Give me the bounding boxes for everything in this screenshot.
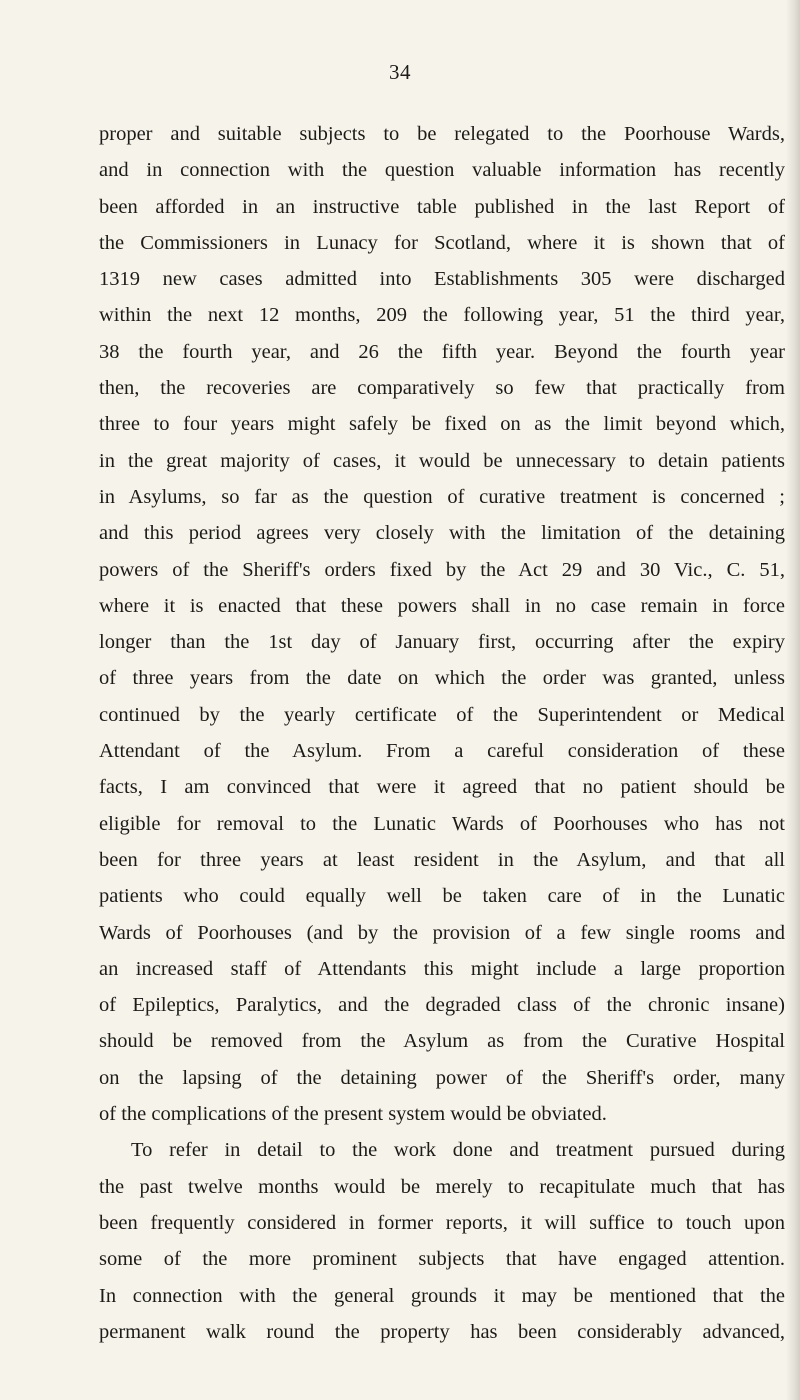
text-line: continued by the yearly certificate of the Superintendent or Medical xyxy=(99,703,785,726)
text-line: permanent walk round the property has been considerably advanced, xyxy=(99,1320,785,1343)
text-line: in the great majority of cases, it would be unnecessary to detain patients xyxy=(99,449,785,472)
text-line: been for three years at least resident in the Asylum, and that all xyxy=(99,848,785,871)
text-line: In connection with the general grounds it may be mentioned that the xyxy=(99,1284,785,1307)
text-line: the past twelve months would be merely to recapitulate much that has xyxy=(99,1175,785,1198)
page-number: 34 xyxy=(389,60,411,84)
text-line: then, the recoveries are comparatively so few that practically from xyxy=(99,377,785,400)
text-line: longer than the 1st day of January first, occurring after the expiry xyxy=(99,631,785,654)
text-line: on the lapsing of the detaining power of the Sheriff's order, many xyxy=(99,1066,785,1089)
text-line: within the next 12 months, 209 the following year, 51 the third year, xyxy=(99,304,785,327)
text-line: of the complications of the present system would be obviated. xyxy=(99,1103,607,1126)
text-line: been afforded in an instructive table published in the last Report of xyxy=(99,195,785,218)
text-line: of Epileptics, Paralytics, and the degraded class of the chronic insane) xyxy=(99,994,785,1017)
page-edge-shadow xyxy=(786,0,800,1400)
text-line: been frequently considered in former reports, it will suffice to touch upon xyxy=(99,1211,785,1234)
text-line: Attendant of the Asylum. From a careful consideration of these xyxy=(99,740,785,763)
text-line: facts, I am convinced that were it agreed that no patient should be xyxy=(99,776,785,799)
text-line: patients who could equally well be taken care of in the Lunatic xyxy=(99,885,785,908)
text-line: To refer in detail to the work done and treatment pursued during xyxy=(131,1139,785,1162)
text-line: and this period agrees very closely with the limitation of the detaining xyxy=(99,522,785,545)
text-line: should be removed from the Asylum as from the Curative Hospital xyxy=(99,1030,785,1053)
text-line: where it is enacted that these powers shall in no case remain in force xyxy=(99,594,785,617)
text-line: 1319 new cases admitted into Establishments 305 were discharged xyxy=(99,268,785,291)
text-line: Wards of Poorhouses (and by the provision of a few single rooms and xyxy=(99,921,785,944)
text-line: the Commissioners in Lunacy for Scotland, where it is shown that of xyxy=(99,231,785,254)
text-line: in Asylums, so far as the question of curative treatment is concerned ; xyxy=(99,485,785,508)
text-line: of three years from the date on which the order was granted, unless xyxy=(99,667,785,690)
text-line: powers of the Sheriff's orders fixed by the Act 29 and 30 Vic., C. 51, xyxy=(99,558,785,581)
text-line: three to four years might safely be fixed on as the limit beyond which, xyxy=(99,413,785,436)
text-line: an increased staff of Attendants this might include a large proportion xyxy=(99,957,785,980)
text-line: eligible for removal to the Lunatic Wards of Poorhouses who has not xyxy=(99,812,785,835)
text-line: and in connection with the question valuable information has recently xyxy=(99,159,785,182)
text-line: 38 the fourth year, and 26 the fifth year. Beyond the fourth year xyxy=(99,340,785,363)
text-line: proper and suitable subjects to be relegated to the Poorhouse Wards, xyxy=(99,123,785,145)
text-line: some of the more prominent subjects that have engaged attention. xyxy=(99,1248,785,1271)
body-text xyxy=(99,116,785,1350)
